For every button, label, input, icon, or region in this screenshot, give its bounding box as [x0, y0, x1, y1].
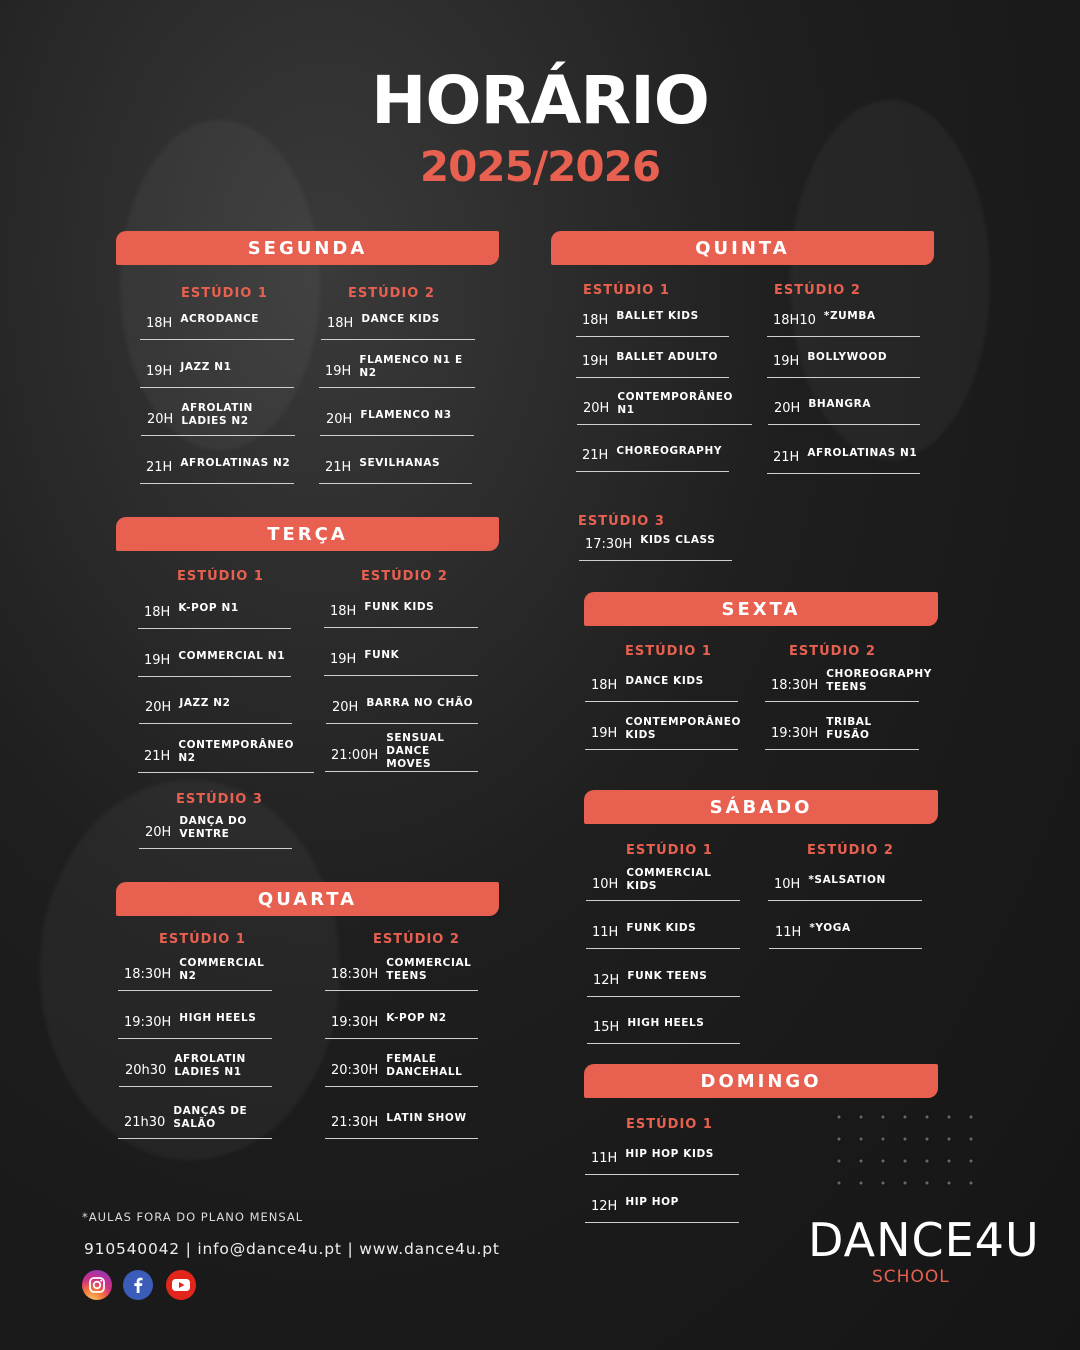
- class-time: 21H: [325, 459, 352, 475]
- class-name: BARRA NO CHÃO: [366, 696, 474, 709]
- class-name: DANCE KIDS: [625, 674, 704, 687]
- schedule-entry: [324, 635, 478, 676]
- schedule-entry: [139, 808, 292, 849]
- class-time: 18H: [327, 315, 354, 331]
- studio-label: ESTÚDIO 2: [807, 843, 894, 858]
- schedule-entry: [141, 395, 295, 436]
- class-name: FUNK: [364, 648, 400, 661]
- class-time: 18H: [591, 677, 618, 693]
- schedule-entry: [140, 443, 294, 484]
- schedule-entry: [118, 1098, 272, 1139]
- schedule-entry: [138, 588, 291, 629]
- class-name: COMMERCIAL KIDS: [626, 867, 712, 892]
- class-time: 19:30H: [771, 725, 819, 741]
- class-name: DANÇAS DE SALÃO: [173, 1105, 248, 1130]
- class-name: KIDS CLASS: [640, 533, 716, 546]
- class-name: HIP HOP KIDS: [625, 1147, 714, 1160]
- schedule-entry: [576, 296, 729, 337]
- schedule-entry: [325, 1046, 478, 1087]
- day-header-quarta: QUARTA: [116, 882, 499, 916]
- schedule-entry: [585, 661, 738, 702]
- class-name: *SALSATION: [808, 873, 886, 886]
- class-time: 11H: [592, 924, 619, 940]
- class-time: 10H: [774, 876, 801, 892]
- studio-label: ESTÚDIO 2: [348, 286, 435, 301]
- schedule-entry: [320, 395, 474, 436]
- class-name: FUNK KIDS: [626, 921, 697, 934]
- schedule-entry: [768, 860, 922, 901]
- class-name: CHOREOGRAPHY: [616, 444, 723, 457]
- schedule-entry: [767, 296, 920, 337]
- schedule-entry: [325, 731, 478, 772]
- class-time: 11H: [591, 1150, 618, 1166]
- class-time: 18H: [582, 312, 609, 328]
- class-time: 19H: [773, 353, 800, 369]
- schedule-entry: [769, 908, 922, 949]
- class-name: *YOGA: [809, 921, 851, 934]
- class-name: DANCE KIDS: [361, 312, 440, 325]
- schedule-entry: [325, 998, 478, 1039]
- footer-note: *AULAS FORA DO PLANO MENSAL: [82, 1210, 304, 1224]
- schedule-entry: [765, 709, 919, 750]
- schedule-entry: [319, 347, 475, 388]
- studio-label: ESTÚDIO 1: [159, 932, 246, 947]
- studio-label: ESTÚDIO 2: [789, 644, 876, 659]
- class-time: 18H10: [773, 312, 816, 328]
- schedule-entry: [576, 431, 729, 472]
- schedule-entry: [577, 384, 752, 425]
- class-name: AFROLATIN LADIES N1: [174, 1053, 246, 1078]
- class-name: JAZZ N1: [180, 360, 232, 373]
- class-name: AFROLATINAS N2: [180, 456, 291, 469]
- class-name: *ZUMBA: [823, 309, 876, 322]
- instagram-icon[interactable]: [82, 1270, 112, 1300]
- class-time: 20h30: [125, 1062, 167, 1078]
- class-name: BOLLYWOOD: [807, 350, 888, 363]
- class-name: ACRODANCE: [180, 312, 260, 325]
- class-time: 20H: [332, 699, 359, 715]
- class-name: SEVILHANAS: [359, 456, 441, 469]
- class-name: K-POP N1: [178, 601, 239, 614]
- class-time: 18:30H: [331, 966, 379, 982]
- class-time: 20H: [326, 411, 353, 427]
- class-time: 21h30: [124, 1114, 166, 1130]
- schedule-entry: [140, 347, 294, 388]
- schedule-entry: [586, 908, 740, 949]
- schedule-entry: [586, 860, 740, 901]
- schedule-entry: [325, 1098, 478, 1139]
- dance4u-logo: [808, 1195, 1040, 1295]
- class-time: 19:30H: [331, 1014, 379, 1030]
- class-time: 20:30H: [331, 1062, 379, 1078]
- day-header-segunda: SEGUNDA: [116, 231, 499, 265]
- studio-label: ESTÚDIO 1: [626, 843, 713, 858]
- class-name: SENSUAL DANCE MOVES: [386, 731, 445, 770]
- schedule-entry: [767, 433, 920, 474]
- class-time: 19:30H: [124, 1014, 172, 1030]
- studio-label: ESTÚDIO 1: [583, 283, 670, 298]
- schedule-entry: [768, 384, 920, 425]
- class-name: FEMALE DANCEHALL: [386, 1053, 463, 1078]
- schedule-entry: [118, 998, 272, 1039]
- class-name: TRIBAL FUSÃO: [826, 716, 872, 741]
- class-name: JAZZ N2: [179, 696, 231, 709]
- schedule-entry: [138, 732, 314, 773]
- class-name: CONTEMPORÂNEO N1: [617, 391, 734, 416]
- class-time: 20H: [145, 824, 172, 840]
- schedule-entry: [324, 587, 478, 628]
- studio-label: ESTÚDIO 2: [373, 932, 460, 947]
- class-name: HIGH HEELS: [179, 1011, 257, 1024]
- studio-label: ESTÚDIO 3: [176, 792, 263, 807]
- class-time: 19H: [330, 651, 357, 667]
- schedule-entry: [140, 299, 294, 340]
- schedule-entry: [138, 636, 291, 677]
- schedule-entry: [579, 520, 732, 561]
- class-name: CONTEMPORÂNEO N2: [178, 739, 295, 764]
- schedule-entry: [139, 683, 292, 724]
- class-time: 18H: [146, 315, 173, 331]
- class-name: BALLET KIDS: [616, 309, 699, 322]
- schedule-entry: [118, 950, 272, 991]
- decorative-dot-grid: [828, 1106, 988, 1186]
- class-time: 15H: [593, 1019, 620, 1035]
- studio-label: ESTÚDIO 2: [774, 283, 861, 298]
- class-name: FUNK KIDS: [364, 600, 435, 613]
- schedule-entry: [587, 956, 740, 997]
- class-time: 20H: [147, 411, 174, 427]
- day-header-terca: TERÇA: [116, 517, 499, 551]
- schedule-entry: [587, 1003, 740, 1044]
- page-subtitle: 2025/2026: [419, 142, 661, 191]
- logo-wordmark: DANCE4U: [808, 1213, 1040, 1267]
- class-time: 18:30H: [124, 966, 172, 982]
- class-name: AFROLATIN LADIES N2: [181, 402, 253, 427]
- class-name: FLAMENCO N3: [360, 408, 452, 421]
- schedule-entry: [319, 443, 472, 484]
- schedule-entry: [765, 661, 932, 702]
- class-time: 19H: [325, 363, 352, 379]
- schedule-entry: [767, 337, 920, 378]
- page-title: HORÁRIO: [371, 62, 709, 139]
- day-header-domingo: DOMINGO: [584, 1064, 938, 1098]
- class-time: 19H: [591, 725, 618, 741]
- facebook-icon[interactable]: [123, 1270, 153, 1300]
- class-time: 18H: [144, 604, 171, 620]
- class-name: DANÇA DO VENTRE: [179, 815, 247, 840]
- class-name: HIGH HEELS: [627, 1016, 705, 1029]
- class-time: 20H: [583, 400, 610, 416]
- day-header-quinta: QUINTA: [551, 231, 934, 265]
- youtube-icon[interactable]: [166, 1270, 196, 1300]
- class-time: 21:30H: [331, 1114, 379, 1130]
- studio-label: ESTÚDIO 2: [361, 569, 448, 584]
- class-name: HIP HOP: [625, 1195, 679, 1208]
- class-time: 17:30H: [585, 536, 633, 552]
- class-name: K-POP N2: [386, 1011, 447, 1024]
- class-time: 12H: [593, 972, 620, 988]
- day-header-sabado: SÁBADO: [584, 790, 938, 824]
- schedule-entry: [576, 337, 729, 378]
- class-name: COMMERCIAL N1: [178, 649, 286, 662]
- class-time: 12H: [591, 1198, 618, 1214]
- class-time: 10H: [592, 876, 619, 892]
- class-name: FLAMENCO N1 E N2: [359, 354, 463, 379]
- class-time: 19H: [582, 353, 609, 369]
- class-name: BALLET ADULTO: [616, 350, 719, 363]
- studio-label: ESTÚDIO 1: [625, 644, 712, 659]
- schedule-entry: [585, 709, 742, 750]
- logo-subtitle: SCHOOL: [872, 1267, 950, 1287]
- contact-info[interactable]: 910540042 | info@dance4u.pt | www.dance4u.pt: [84, 1240, 500, 1258]
- class-time: 21H: [146, 459, 173, 475]
- studio-label: ESTÚDIO 1: [177, 569, 264, 584]
- day-header-sexta: SEXTA: [584, 592, 938, 626]
- schedule-entry: [326, 683, 478, 724]
- class-time: 11H: [775, 924, 802, 940]
- schedule-entry: [119, 1046, 272, 1087]
- class-name: AFROLATINAS N1: [807, 446, 918, 459]
- class-name: COMMERCIAL N2: [179, 957, 265, 982]
- class-name: BHANGRA: [808, 397, 872, 410]
- schedule-entry: [585, 1182, 739, 1223]
- class-name: LATIN SHOW: [386, 1111, 467, 1124]
- class-time: 21H: [582, 447, 609, 463]
- class-name: CHOREOGRAPHY TEENS: [826, 668, 932, 693]
- class-time: 21:00H: [331, 747, 379, 763]
- schedule-entry: [321, 299, 475, 340]
- studio-label: ESTÚDIO 1: [626, 1117, 713, 1132]
- class-time: 21H: [773, 449, 800, 465]
- studio-label: ESTÚDIO 3: [578, 514, 665, 529]
- class-name: CONTEMPORÂNEO KIDS: [625, 716, 742, 741]
- class-time: 20H: [774, 400, 801, 416]
- studio-label: ESTÚDIO 1: [181, 286, 268, 301]
- class-time: 19H: [144, 652, 171, 668]
- class-time: 18:30H: [771, 677, 819, 693]
- class-time: 19H: [146, 363, 173, 379]
- class-time: 18H: [330, 603, 357, 619]
- class-time: 21H: [144, 748, 171, 764]
- schedule-entry: [585, 1134, 739, 1175]
- class-name: FUNK TEENS: [627, 969, 708, 982]
- class-name: COMMERCIAL TEENS: [386, 957, 472, 982]
- schedule-entry: [325, 950, 478, 991]
- class-time: 20H: [145, 699, 172, 715]
